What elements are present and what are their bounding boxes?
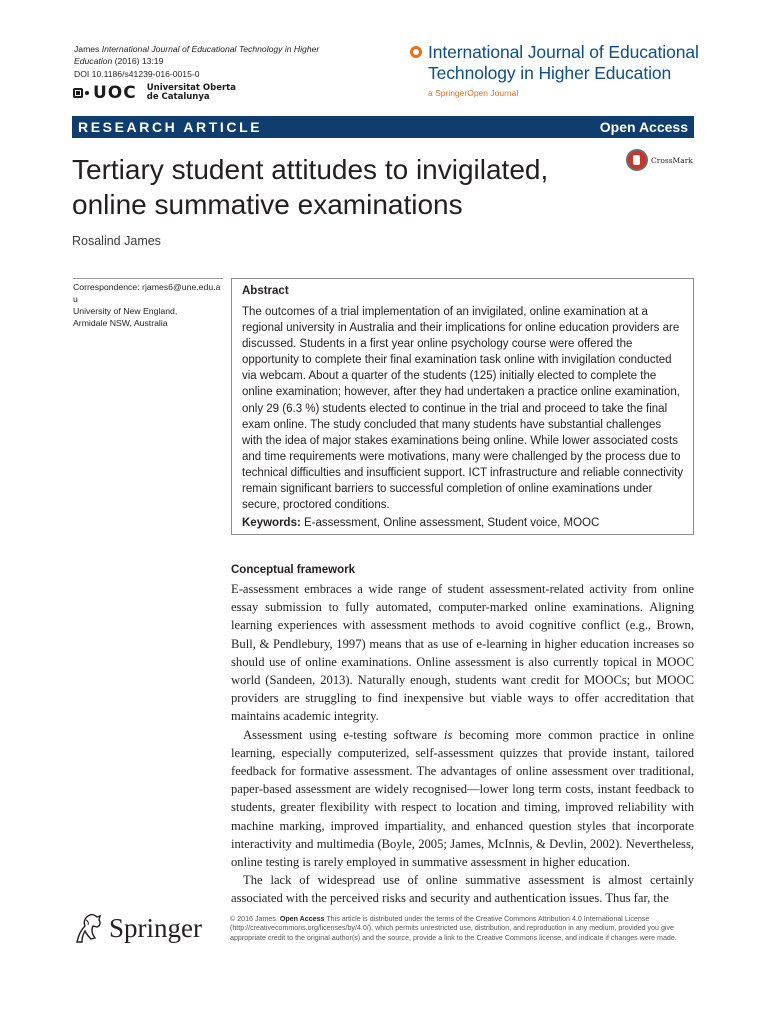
springeropen-icon [410, 46, 422, 58]
uoc-dot-icon [85, 91, 89, 95]
license-notice [230, 915, 694, 943]
paragraph-1: E-assessment embraces a wide range of student assessment-related activity from online essay submission to fully automated, computer-marked online examinations. Aligning learning experiences with assessment methods to avoid cognitive conflict (e.g., Brown, Bull, & Pendlebury, 1997) means that as use of e-learning in higher education increases so should use of online examinations. Online assessment is also currently topical in MOOC world (Sandeen, 2013). Naturally enough, students want credit for MOOCs; but MOOC providers are struggling to find inexpensive but viable ways to offer accreditation that maintains academic integrity. [231, 582, 694, 724]
uoc-name-line1: Universitat Oberta [146, 82, 236, 93]
citation-details: (2016) 13:19 [114, 56, 164, 67]
uoc-name-line2: de Catalunya [146, 92, 210, 102]
body-text [231, 580, 694, 908]
journal-title-line2: Technology in Higher Education [428, 63, 672, 83]
license-open-access: Open Access [279, 915, 325, 923]
title-line2: online summative examinations [72, 189, 463, 220]
abstract-text: The outcomes of a trial implementation of an invigilated, online examination at a regional university in Australia and their implications for online education providers are discussed. Students in a first year online psychology course were offered the opportunity to complete their final examination task online with invigilation conducted via webcam. About a quarter of the students (125) initially elected to complete the online examination; however, after they had undertaken a practice online examination, only 29 (6.3 %) students elected to continue in the trial and proceed to take the final exam online. The study concluded that many students have substantial challenges with the idea of major stakes examinations being online. While lower associated costs and time requirements were motivations, many were challenged by the process due to technical difficulties and insufficient support. ICT infrastructure and reliable connectivity remain significant barriers to successful completion of online examinations under secure, proctored conditions. [242, 306, 684, 512]
crossmark-label: CrossMark [651, 155, 693, 165]
keywords-line [242, 515, 684, 531]
citation-block [74, 43, 334, 80]
affiliation-line1: University of New England, [73, 306, 178, 316]
article-title [72, 152, 612, 222]
springer-horse-icon [73, 912, 103, 944]
crossmark-icon [626, 149, 648, 171]
journal-title-line1: International Journal of Educational [428, 42, 699, 62]
paragraph-2-rest: becoming more common practice in online learning, especially computerized, self-assessment quizzes that provide instant, tailored feedback for formative assessment. The advantages of online assessment over traditional, paper-based assessment are widely recognised—lower long term costs, instant feedback to students, greater flexibility with respect to location and timing, improved reliability with machine marking, improved impartiality, and enhanced question styles that incorporate interactivity and multimedia (Boyle, 2005; James, McInnis, & Devlin, 2002). Nevertheless, online testing is rarely employed in summative assessment in higher education. [231, 727, 695, 870]
author-name: Rosalind James [72, 234, 161, 248]
citation-authors: James [74, 44, 100, 54]
license-copyright: © 2016 James. [230, 915, 278, 923]
correspondence-sidebar [73, 278, 223, 329]
paragraph-2 [231, 726, 694, 872]
doi-link[interactable]: DOI 10.1186/s41239-016-0015-0 [74, 68, 200, 79]
abstract-heading: Abstract [242, 285, 289, 297]
title-line1: Tertiary student attitudes to invigilated, [72, 154, 549, 185]
journal-logo [410, 42, 699, 98]
section-heading: Conceptual framework [231, 564, 355, 576]
paragraph-2-italic: is [443, 727, 453, 742]
crossmark-badge[interactable] [626, 149, 693, 171]
abstract-box [231, 278, 694, 535]
keywords-list: E-assessment, Online assessment, Student voice, MOOC [304, 517, 600, 530]
springer-wordmark: Springer [109, 912, 202, 943]
research-article-label: RESEARCH ARTICLE [78, 119, 263, 135]
keywords-label: Keywords: [242, 517, 301, 530]
paragraph-3: The lack of widespread use of online summative assessment is almost certainly associated with the perceived risks and security and authentication issues. Thus far, the [231, 873, 694, 906]
uoc-abbr: UOC [93, 83, 137, 103]
springer-logo [73, 912, 202, 944]
correspondence-email[interactable]: Correspondence: rjames6@une.edu.au [73, 282, 221, 304]
citation-journal: International Journal of Educational Technology in Higher Education [74, 44, 320, 67]
paragraph-2-start: Assessment using e-testing software [243, 727, 444, 742]
article-type-banner [72, 116, 694, 138]
affiliation-line2: Armidale NSW, Australia [73, 318, 168, 328]
open-access-label: Open Access [599, 119, 688, 135]
uoc-square-icon [73, 88, 83, 98]
uoc-logo [73, 83, 236, 103]
license-text: This article is distributed under the terms of the Creative Commons Attribution 4.0 International License (http://creativecommons.org/licenses/by/4.0/), which permits unrestricted use, distribution, and reproduction in any medium, provided you give appropriate credit to the original author(s) and the source, provide a link to the Creative Commons license, and indicate if changes were made. [230, 915, 677, 942]
uoc-full-name [147, 84, 236, 103]
journal-subtitle: a SpringerOpen Journal [428, 88, 519, 98]
